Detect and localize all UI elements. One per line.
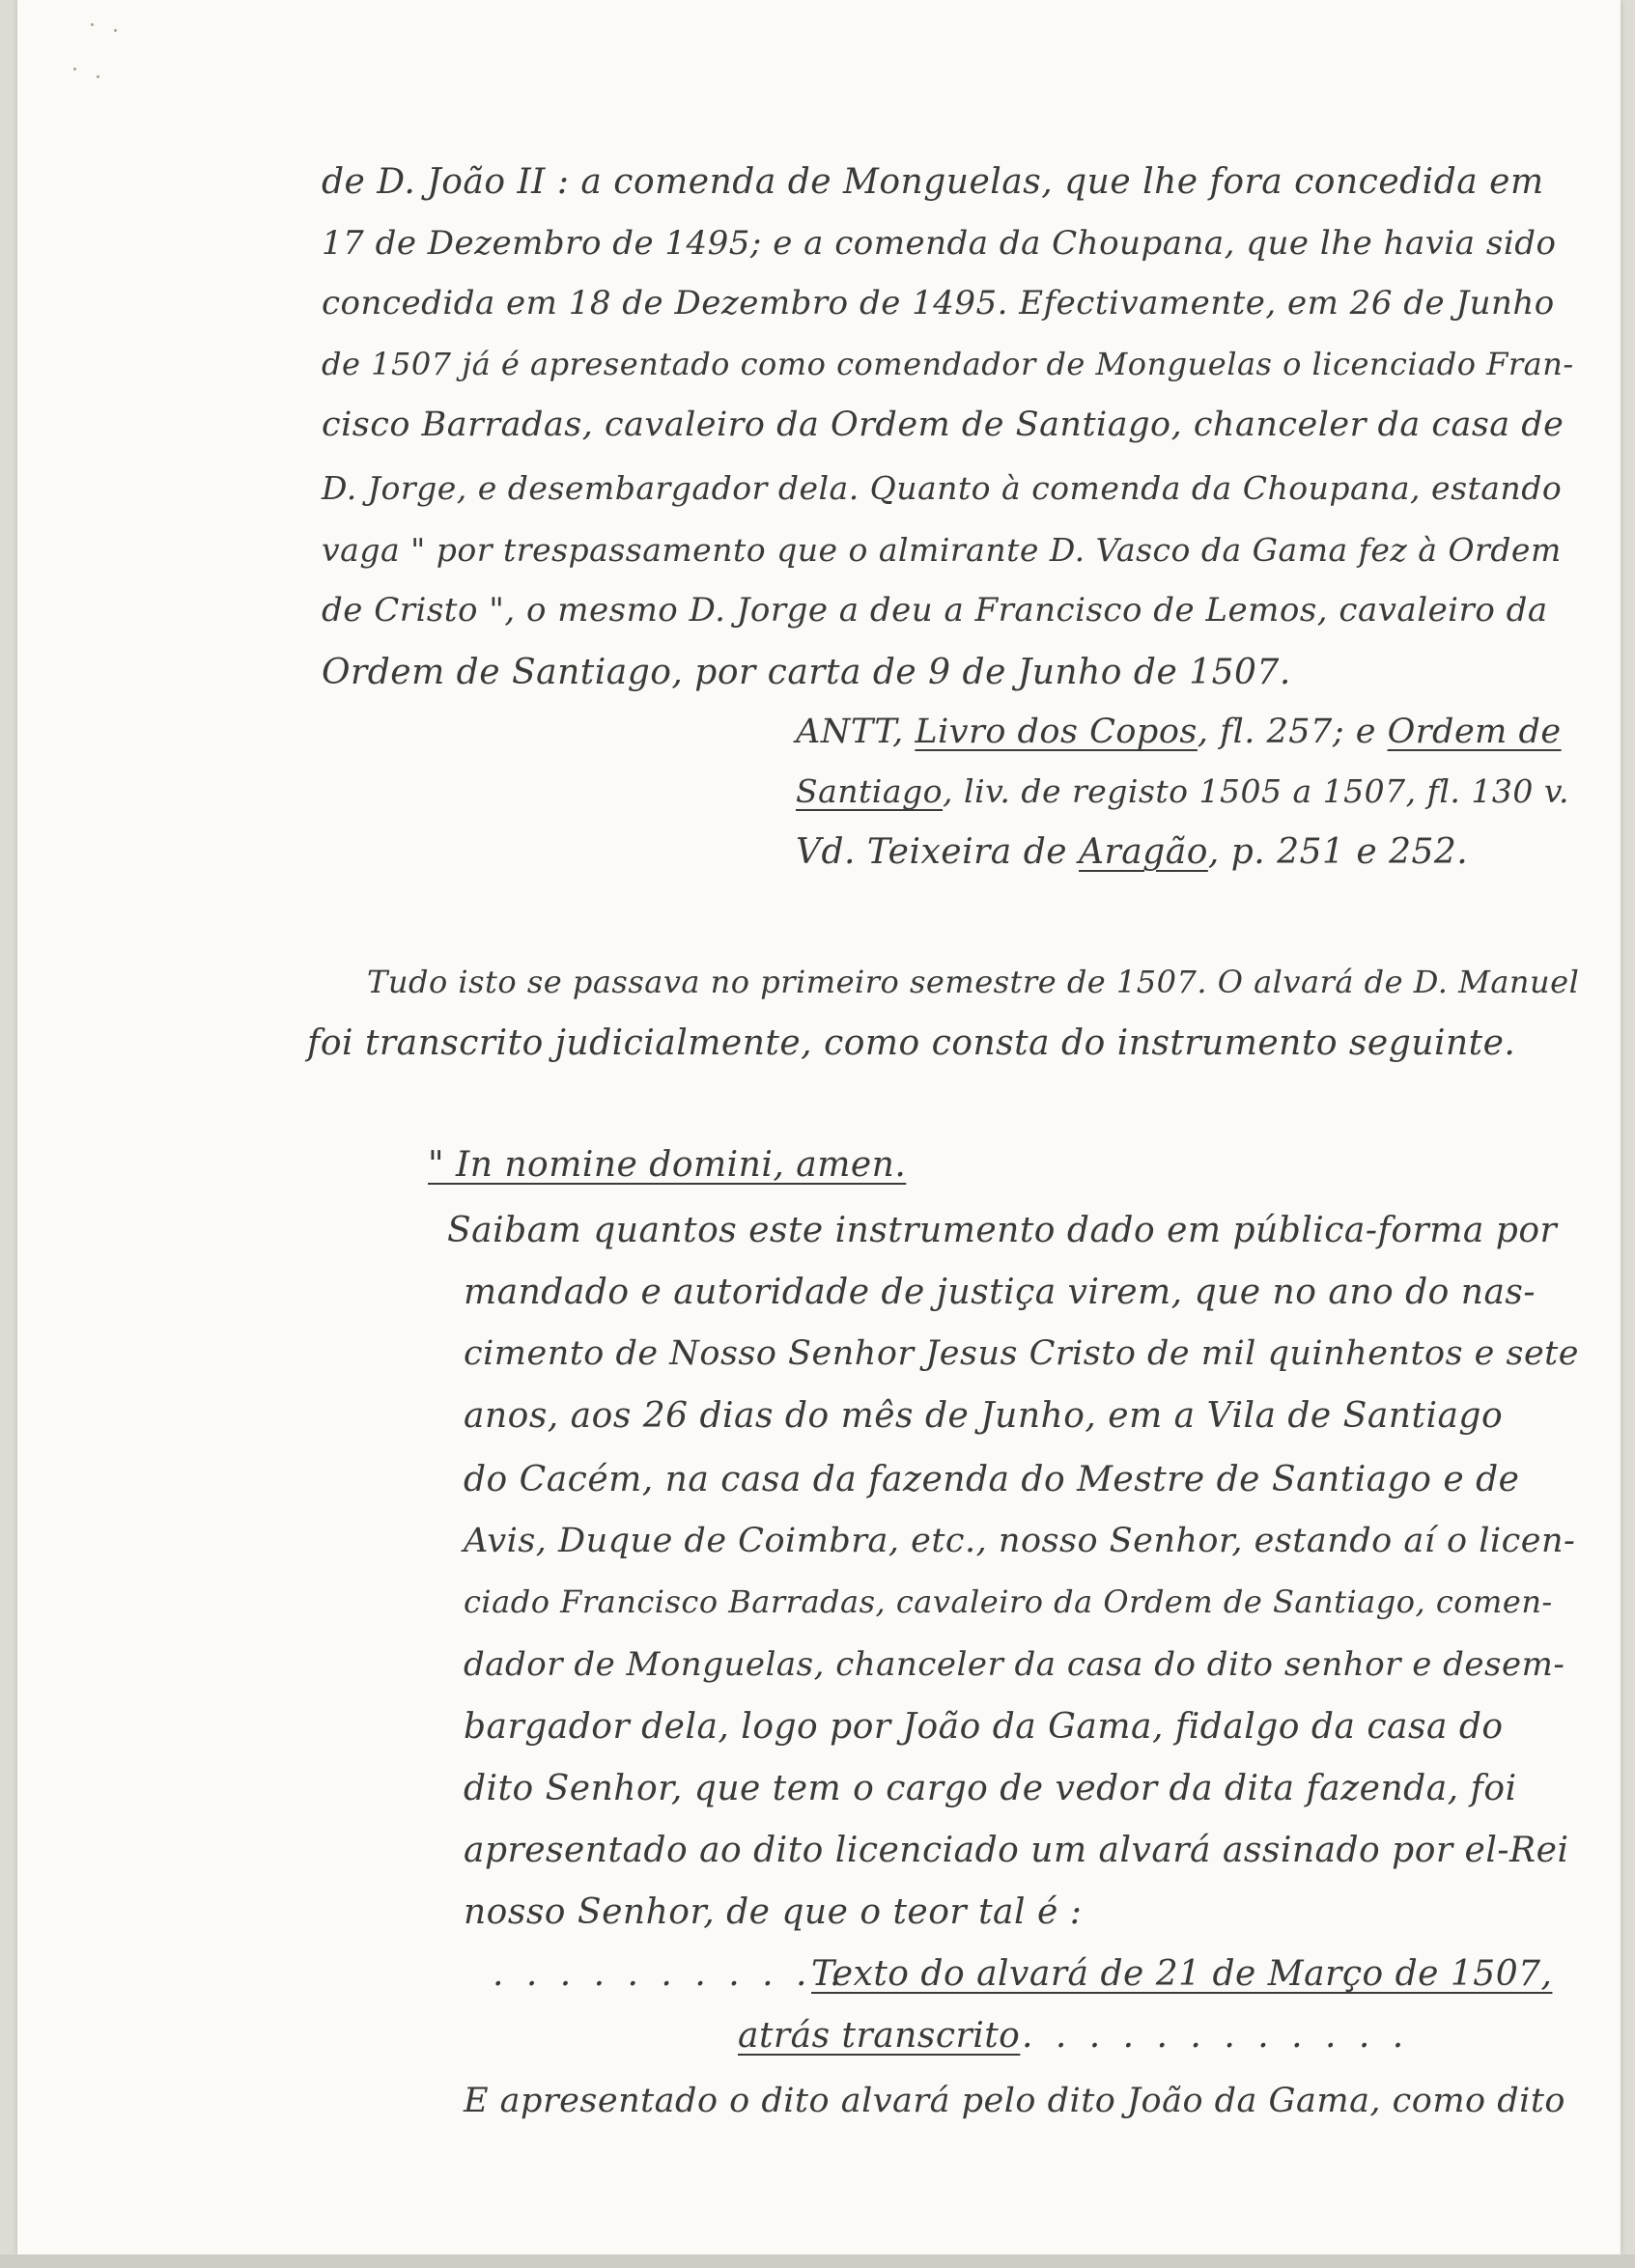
paragraph-1-line: cisco Barradas, cavaleiro da Ordem de Santiago, chanceler da casa de: [322, 406, 1565, 444]
alvara-reference: Texto do alvará de 21 de Março de 1507,: [811, 1954, 1553, 1994]
page-edge: [0, 2254, 1635, 2268]
instrument-line: E apresentado o dito alvará pelo dito João da Gama, como dito: [464, 2082, 1565, 2120]
instrument-line: mandado e autoridade de justiça virem, que no ano do nas-: [464, 1273, 1536, 1312]
ink-speck: [97, 75, 99, 78]
ink-speck: [73, 68, 76, 70]
paragraph-2-line: Tudo isto se passava no primeiro semestre de 1507. O alvará de D. Manuel: [367, 964, 1580, 1000]
paragraph-1-line: D. Jorge, e desembargador dela. Quanto à comenda da Choupana, estando: [322, 469, 1563, 507]
ellipsis-dots-left: . . . . . . . . . . .: [493, 1954, 847, 1994]
paragraph-1-line: de D. João II : a comenda de Monguelas, que lhe fora concedida em: [322, 162, 1544, 202]
paragraph-2-line: foi transcrito judicialmente, como consta do instrumento seguinte.: [307, 1023, 1516, 1063]
paragraph-1-line: 17 de Dezembro de 1495; e a comenda da Choupana, que lhe havia sido: [322, 224, 1557, 263]
paragraph-1-line: de Cristo ", o mesmo D. Jorge a deu a Francisco de Lemos, cavaleiro da: [322, 591, 1548, 630]
instrument-line: dador de Monguelas, chanceler da casa do dito senhor e desem-: [464, 1645, 1565, 1684]
reference-text: Vd. Teixeira de: [796, 832, 1068, 872]
reference-text: , p. 251 e 252.: [1207, 832, 1469, 872]
instrument-line: nosso Senhor, de que o teor tal é :: [464, 1892, 1083, 1932]
paragraph-1-line: de 1507 já é apresentado como comendador de Monguelas o licenciado Fran-: [322, 346, 1574, 382]
ellipsis-dots-right: . . . . . . . . . . . .: [1022, 2016, 1410, 2056]
reference-source-aragao: Aragão: [1079, 832, 1208, 872]
ink-speck: [114, 29, 117, 32]
instrument-line: cimento de Nosso Senhor Jesus Cristo de mil quinhentos e sete: [464, 1334, 1579, 1373]
reference-line-1: [796, 713, 1562, 751]
instrument-line: ciado Francisco Barradas, cavaleiro da Ordem de Santiago, comen-: [464, 1583, 1553, 1620]
reference-source-ordem: Ordem de: [1387, 713, 1562, 751]
ink-speck: [91, 23, 94, 26]
reference-source-livro-dos-copos: Livro dos Copos: [915, 713, 1198, 751]
instrument-line: Avis, Duque de Coimbra, etc., nosso Senhor, estando aí o licen-: [464, 1522, 1576, 1560]
reference-source-santiago: Santiago: [796, 772, 944, 810]
reference-text: , fl. 257; e: [1197, 713, 1376, 751]
paragraph-1-line: Ordem de Santiago, por carta de 9 de Junho de 1507.: [322, 653, 1291, 692]
instrument-line: apresentado ao dito licenciado um alvará assinado por el-Rei: [464, 1831, 1569, 1870]
instrument-heading: " In nomine domini, amen.: [428, 1145, 907, 1185]
instrument-line: dito Senhor, que tem o cargo de vedor da dita fazenda, foi: [464, 1769, 1517, 1808]
instrument-line: Saibam quantos este instrumento dado em pública-forma por: [447, 1211, 1558, 1250]
paragraph-1-line: vaga " por trespassamento que o almirante D. Vasco da Gama fez à Ordem: [322, 531, 1562, 569]
paragraph-1-line: concedida em 18 de Dezembro de 1495. Efectivamente, em 26 de Junho: [322, 284, 1555, 322]
instrument-line: do Cacém, na casa da fazenda do Mestre de Santiago e de: [464, 1460, 1520, 1499]
instrument-line: anos, aos 26 dias do mês de Junho, em a Vila de Santiago: [464, 1396, 1504, 1436]
alvara-reference-cont: atrás transcrito: [738, 2016, 1021, 2056]
reference-line-3: [796, 832, 1468, 872]
reference-prefix: ANTT,: [796, 713, 904, 751]
instrument-line: bargador dela, logo por João da Gama, fidalgo da casa do: [464, 1707, 1504, 1747]
reference-line-2: [796, 772, 1569, 810]
manuscript-page: [17, 0, 1621, 2254]
reference-text: , liv. de registo 1505 a 1507, fl. 130 v.: [943, 772, 1570, 810]
